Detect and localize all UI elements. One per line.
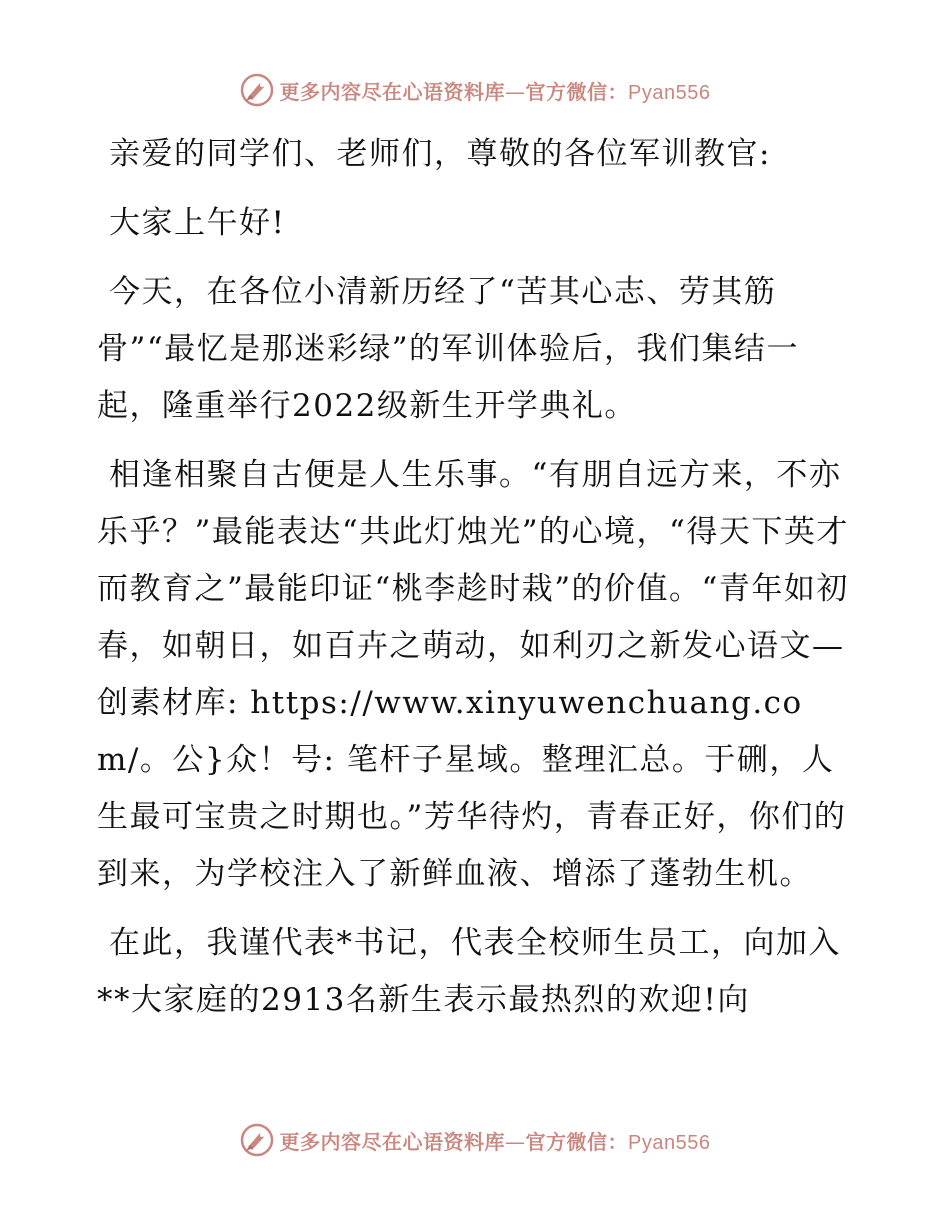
document-body — [97, 120, 857, 1041]
salutation-paragraph: 亲爱的同学们、老师们，尊敬的各位军训教官: — [109, 136, 771, 172]
body-paragraph-3: 在此，我谨代表*书记，代表全校师生员工，向加入**大家庭的2913名新生表示最热烈的欢迎!向 — [97, 925, 841, 1018]
header-watermark-text — [280, 76, 711, 105]
pen-logo-icon — [240, 73, 274, 107]
watermark-handle: Pyan556 — [628, 1131, 711, 1154]
watermark-separator: — — [505, 79, 526, 104]
body-paragraph-1: 今天，在各位小清新历经了“苦其心志、劳其筋骨”“最忆是那迷彩绿”的军训体验后，我们集结一起，隆重举行2022级新生开学典礼。 — [97, 274, 800, 424]
watermark-slogan: 更多内容尽在心语资料库 — [279, 1129, 506, 1154]
watermark-slogan: 更多内容尽在心语资料库 — [279, 79, 506, 104]
watermark-handle: Pyan556 — [628, 81, 711, 104]
body-paragraph-2: 相逢相聚自古便是人生乐事。“有朋自远方来，不亦乐乎？”最能表达“共此灯烛光”的心境，“得天下英才而教育之”最能印证“桃李趁时栽”的价值。“青年如初春，如朝日，如百卉之萌动，如利刃之新发心语文—创素材库: https://www.xinyuwenchuang.com/。公}众！号: 笔杆子星域。整理汇总。于硎，人生最可宝贵之时期也。”芳华待灼，青春正好，你们的到来，为学校注入了新鲜血液、增添了蓬勃生机。 — [97, 457, 849, 892]
greeting-paragraph: 大家上午好! — [109, 205, 286, 241]
footer-watermark-text — [280, 1126, 711, 1155]
watermark-separator: — — [505, 1129, 526, 1154]
footer-watermark — [0, 1120, 950, 1160]
watermark-label: 官方微信： — [525, 1129, 629, 1154]
header-watermark — [0, 70, 950, 110]
watermark-label: 官方微信： — [525, 79, 629, 104]
pen-logo-icon — [240, 1123, 274, 1157]
